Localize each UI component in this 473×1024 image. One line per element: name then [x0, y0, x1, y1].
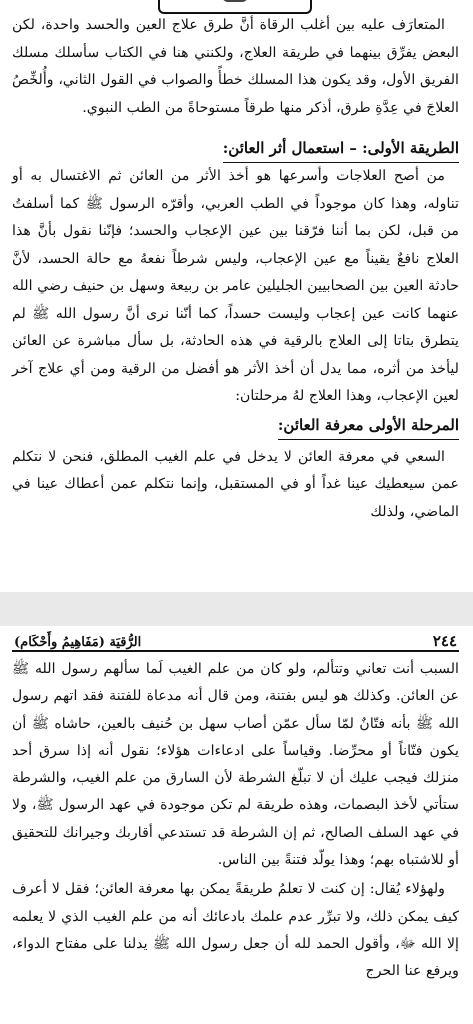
- continuation-paragraph: السبب أنت تعاني وتتألم، ولو كان من علم الغيب لَما سألهم رسول الله ﷺ عن العائن. وكذلك هو ليس بفتنة، ومن قال أنه مدعاة للفتنة فقد اتهم رسول الله ﷺ بأنه فتّانٌ لمّا سأل عمّن أصاب سهل بن حُنيف بالعين، حاشاه ﷺ أن يكون فتّاناً أو محرِّضا. وقياساً على ادعاءات هؤلاء؛ نقول أنه إذا سرق أحد منزلك فيجب عليك أن لا تبلّغ الشرطة لأن السارق من علم الغيب، والشرطة ستأتي لأخذ البصمات، وهذه طريقة لم تكن موجودة في عهد الرسول ﷺ، ولا في عهد السلف الصالح، ثم إن الشرطة قد تستدعي أقاربك وجيرانك للتحقيق أو للاشتباه بهم؛ وهذا يولّد فتنةً بين الناس.: [12, 661, 459, 869]
- stage-paragraph: السعي في معرفة العائن لا يدخل في علم الغيب المطلق، فنحن لا نتكلم عمن سيعطيك عينا غداً أو في المستقبل، وإنما نتكلم عمن أعطاك عينا في الماضي، ولذلك: [12, 448, 459, 520]
- method-paragraph: من أصح العلاجات وأسرعها هو أخذ الأثر من العائن ثم الاغتسال به أو تناوله، وهذا كان موجوداً في الطب العربي، وأقرّه الرسول ﷺ كما أسلفتُ من قبل، لكن بما أننا فرّقنا بين عين الإعجاب والحسد؛ فإنّنا نقول بأنَّ هذا العلاج نافعٌ يقيناً مع عين الإعجاب، وليس شرطاً نفعهُ مع حالة الحسد، لأنَّ حادثة العين بين الصحابيين الجليلين عامر بن ربيعة وسهل بن حنيف رضي الله عنهما كانت عين إعجاب وليست حسداً، كما أنّنا نرى أنَّ رسول الله ﷺ لم يتطرق بتاتا إلى العلاج بالرقية في هذه الحادثة، بل سأل مباشرة عن العائن ليأخذ من أثره، مما يدل أن أخذ الأثر هو أفضل من الرقية ومن أي علاج آخر لعين الإعجاب، وهذا العلاج لهُ مرحلتان:: [12, 168, 459, 404]
- running-header: [12, 626, 459, 652]
- header-ornament: [158, 0, 312, 14]
- section-heading-first-method: الطريقة الأولى: – استعمال أثر العائن:: [223, 134, 459, 163]
- page-separator: [0, 592, 473, 626]
- book-page-bottom: [0, 626, 473, 1024]
- running-title: الرُّقيَة (مَفَاهِيمُ وأَحْكَام): [14, 635, 142, 650]
- page-number: ٢٤٤: [432, 632, 457, 650]
- subsection-heading-first-stage: المرحلة الأولى معرفة العائن:: [278, 411, 459, 440]
- intro-paragraph: المتعارَف عليه بين أغلب الرقاة أنَّ طرق علاج العين والحسد واحدة، لكن البعض يفرِّق بينهما في طريقة العلاج، ولكنني هنا في الكتاب سأسلك مسلك الفريق الأول، وقد يكون هذا المسلك خطأً والصواب في القول الثاني، وأُلخِّصُ العلاجَ في عِدَّةِ طرق، أذكر منها طرقاً مستوحاةً من الطب النبوي.: [12, 17, 459, 116]
- response-paragraph: ولهؤلاء يُقال: إن كنت لا تعلمُ طريقةً يمكن بها معرفة العائن؛ فقل لا أعرف كيف يمكن ذلك، ولا تبرِّر عدم علمك بادعائك أنه من علم الغيب الذي لا يعلمه إلا الله ﷻ، وأقول الحمد لله أن جعل رسول الله ﷺ يدلنا على مفتاح الدواء، ويرفع عنا الحرج: [12, 881, 459, 980]
- ornament-flourish: [222, 0, 248, 2]
